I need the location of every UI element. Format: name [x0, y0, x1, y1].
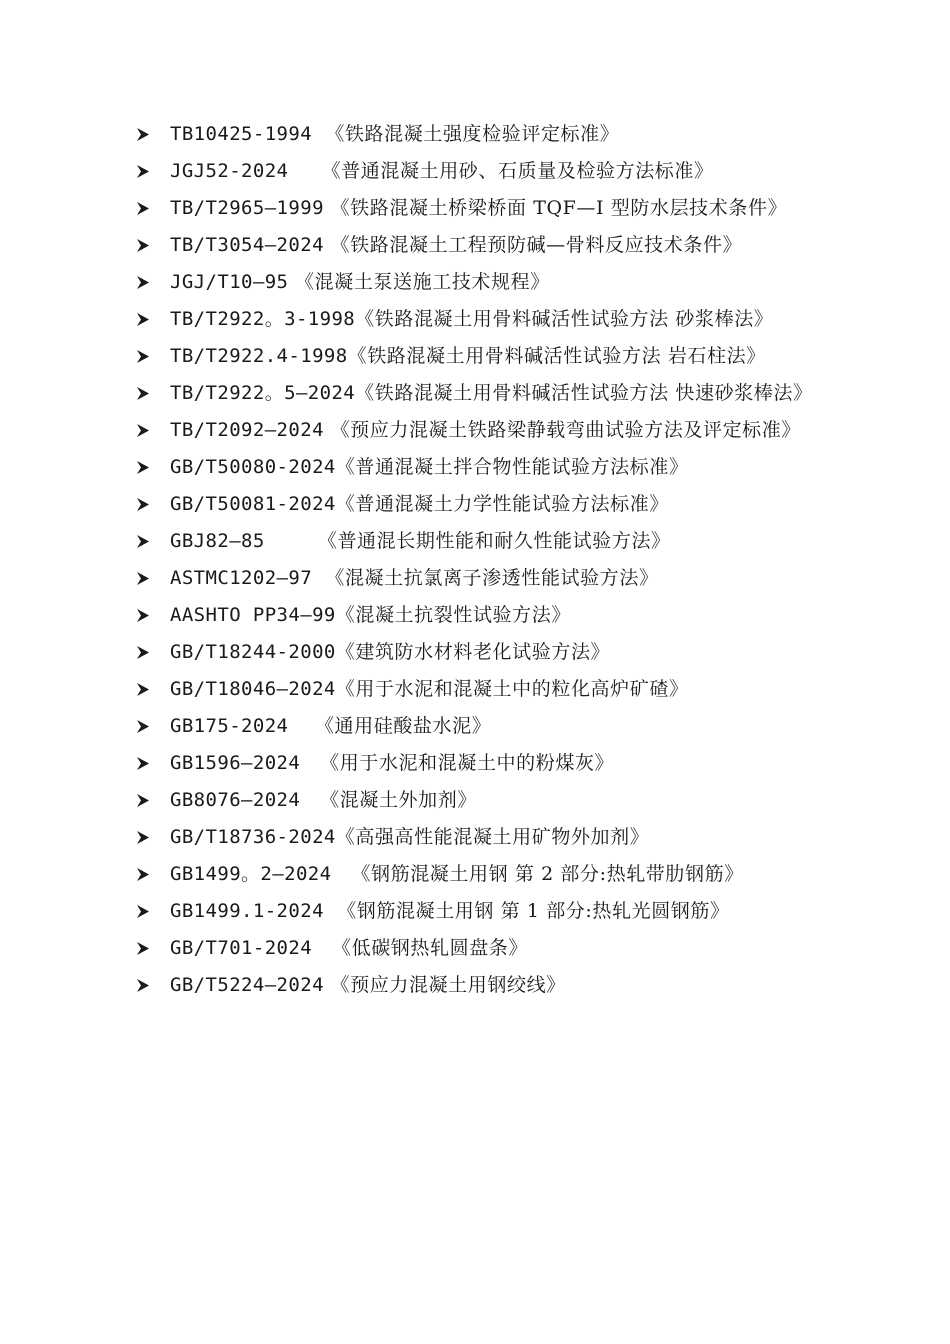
standard-title: 《铁路混凝土用骨料碱活性试验方法 砂浆棒法》 [355, 308, 774, 330]
arrow-bullet-icon [136, 264, 156, 301]
arrow-bullet-icon [136, 375, 156, 412]
standard-title: 《高强高性能混凝土用矿物外加剂》 [335, 826, 650, 848]
standard-entry [170, 708, 826, 745]
standard-code: TB/T2922.4-1998 [170, 345, 348, 367]
standard-list-item [136, 301, 826, 338]
standard-entry [170, 264, 826, 301]
standard-spacer [312, 123, 325, 145]
arrow-bullet-icon [136, 856, 156, 893]
arrow-bullet-icon [136, 486, 156, 523]
standard-title: 《普通混凝土用砂、石质量及检验方法标准》 [321, 160, 714, 182]
arrow-bullet-icon [136, 190, 156, 227]
standard-spacer [324, 234, 331, 256]
standard-list-item [136, 486, 826, 523]
standard-spacer [324, 974, 331, 996]
standard-code: AASHTO PP34—99 [170, 604, 336, 626]
standard-list-item [136, 412, 826, 449]
standard-code: JGJ/T10—95 [170, 271, 289, 293]
standard-list-item [136, 560, 826, 597]
standard-title: 《混凝土外加剂》 [320, 789, 477, 811]
standard-code: TB/T3054—2024 [170, 234, 324, 256]
standard-entry [170, 375, 826, 412]
standard-title: 《通用硅酸盐水泥》 [314, 715, 492, 737]
standard-code: GB175-2024 [170, 715, 289, 737]
standard-spacer [300, 752, 320, 774]
standard-list-item [136, 782, 826, 819]
standard-entry [170, 671, 826, 708]
arrow-bullet-icon [136, 930, 156, 967]
standard-list-item [136, 264, 826, 301]
standard-title: 《用于水泥和混凝土中的粉煤灰》 [320, 752, 615, 774]
standard-title: 《普通混长期性能和耐久性能试验方法》 [317, 530, 671, 552]
standard-list-item [136, 708, 826, 745]
standard-code: GB/T50081-2024 [170, 493, 336, 515]
standard-title: 《普通混凝土拌合物性能试验方法标准》 [335, 456, 689, 478]
arrow-bullet-icon [136, 523, 156, 560]
standard-entry [170, 153, 826, 190]
standard-entry [170, 301, 826, 338]
standard-list-item [136, 671, 826, 708]
standard-list-item [136, 190, 826, 227]
standard-title: 《混凝土抗氯离子渗透性能试验方法》 [325, 567, 659, 589]
standard-list-item [136, 634, 826, 671]
standard-title: 《钢筋混凝土用钢 第 1 部分:热轧光圆钢筋》 [337, 900, 730, 922]
standard-code: GB/T701-2024 [170, 937, 313, 959]
standard-entry [170, 856, 826, 893]
standard-entry [170, 930, 826, 967]
arrow-bullet-icon [136, 782, 156, 819]
arrow-bullet-icon [136, 893, 156, 930]
arrow-bullet-icon [136, 745, 156, 782]
standard-spacer [331, 863, 351, 885]
standard-code: TB/T2965—1999 [170, 197, 324, 219]
standard-list-item [136, 375, 826, 412]
arrow-bullet-icon [136, 227, 156, 264]
standard-code: GB/T18736-2024 [170, 826, 336, 848]
standard-list-item [136, 449, 826, 486]
standard-title: 《铁路混凝土工程预防碱—骨料反应技术条件》 [330, 234, 743, 256]
standard-entry [170, 634, 826, 671]
standard-code: TB/T2922。3-1998 [170, 308, 356, 330]
standard-entry [170, 782, 826, 819]
standard-list-item [136, 930, 826, 967]
standard-entry [170, 227, 826, 264]
standard-list-item [136, 116, 826, 153]
arrow-bullet-icon [136, 560, 156, 597]
arrow-bullet-icon [136, 819, 156, 856]
standard-code: TB10425-1994 [170, 123, 313, 145]
standard-code: GB/T18244-2000 [170, 641, 336, 663]
standard-list-item [136, 745, 826, 782]
standard-list-item [136, 523, 826, 560]
arrow-bullet-icon [136, 671, 156, 708]
standard-list-item [136, 856, 826, 893]
standard-title: 《建筑防水材料老化试验方法》 [335, 641, 611, 663]
standard-spacer [324, 197, 331, 219]
standard-list-item [136, 893, 826, 930]
standard-entry [170, 116, 826, 153]
standard-list-item [136, 597, 826, 634]
standard-title: 《混凝土抗裂性试验方法》 [335, 604, 571, 626]
standard-entry [170, 486, 826, 523]
standard-title: 《低碳钢热轧圆盘条》 [332, 937, 529, 959]
arrow-bullet-icon [136, 338, 156, 375]
standard-entry [170, 560, 826, 597]
arrow-bullet-icon [136, 153, 156, 190]
standard-code: GBJ82—85 [170, 530, 265, 552]
standard-title: 《铁路混凝土用骨料碱活性试验方法 岩石柱法》 [347, 345, 766, 367]
standard-list-item [136, 227, 826, 264]
standard-entry [170, 523, 826, 560]
standard-code: JGJ52-2024 [170, 160, 289, 182]
standard-entry [170, 412, 826, 449]
standard-code: GB/T50080-2024 [170, 456, 336, 478]
arrow-bullet-icon [136, 634, 156, 671]
arrow-bullet-icon [136, 708, 156, 745]
standard-title: 《铁路混凝土桥梁桥面 TQF—Ⅰ 型防水层技术条件》 [330, 197, 788, 219]
standard-spacer [288, 715, 315, 737]
standard-title: 《用于水泥和混凝土中的粒化高炉矿碴》 [335, 678, 689, 700]
standard-spacer [324, 419, 331, 441]
standard-spacer [324, 900, 337, 922]
standard-code: GB1499.1-2024 [170, 900, 324, 922]
standard-list-item [136, 967, 826, 1004]
standard-list-item [136, 153, 826, 190]
standard-code: GB1499。2—2024 [170, 863, 332, 885]
standard-entry [170, 338, 826, 375]
standard-spacer [288, 160, 321, 182]
standard-code: GB/T18046—2024 [170, 678, 336, 700]
standard-list-item [136, 819, 826, 856]
arrow-bullet-icon [136, 412, 156, 449]
standard-title: 《铁路混凝土用骨料碱活性试验方法 快速砂浆棒法》 [355, 382, 813, 404]
standard-entry [170, 745, 826, 782]
arrow-bullet-icon [136, 967, 156, 1004]
standard-entry [170, 819, 826, 856]
standards-list [136, 116, 826, 1004]
standard-title: 《预应力混凝土用钢绞线》 [330, 974, 566, 996]
standard-spacer [300, 789, 320, 811]
standard-entry [170, 597, 826, 634]
arrow-bullet-icon [136, 301, 156, 338]
arrow-bullet-icon [136, 449, 156, 486]
standard-code: GB/T5224—2024 [170, 974, 324, 996]
standard-code: GB1596—2024 [170, 752, 301, 774]
standard-title: 《预应力混凝土铁路梁静载弯曲试验方法及评定标准》 [330, 419, 801, 441]
standard-spacer [312, 937, 332, 959]
standard-code: GB8076—2024 [170, 789, 301, 811]
standard-list-item [136, 338, 826, 375]
standard-code: TB/T2922。5—2024 [170, 382, 356, 404]
standard-code: ASTMC1202—97 [170, 567, 313, 589]
standard-spacer [312, 567, 325, 589]
standard-entry [170, 190, 826, 227]
standard-entry [170, 893, 826, 930]
standard-spacer [265, 530, 318, 552]
standard-code: TB/T2092—2024 [170, 419, 324, 441]
standard-title: 《普通混凝土力学性能试验方法标准》 [335, 493, 669, 515]
standard-entry [170, 449, 826, 486]
standard-title: 《铁路混凝土强度检验评定标准》 [325, 123, 620, 145]
arrow-bullet-icon [136, 597, 156, 634]
arrow-bullet-icon [136, 116, 156, 153]
standard-title: 《混凝土泵送施工技术规程》 [295, 271, 550, 293]
standard-title: 《钢筋混凝土用钢 第 2 部分:热轧带肋钢筋》 [351, 863, 744, 885]
standard-entry [170, 967, 826, 1004]
